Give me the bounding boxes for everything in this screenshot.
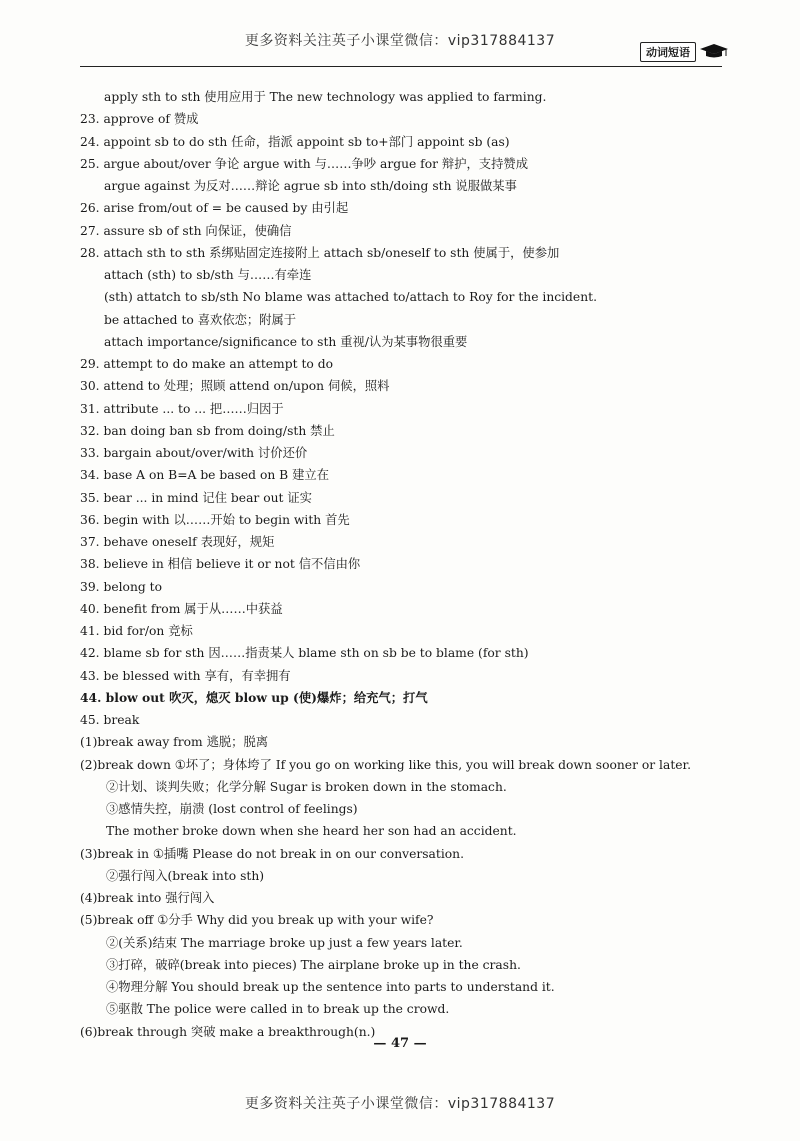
phrase-list <box>80 86 728 1043</box>
watermark-top: 更多资料关注英子小课堂微信：vip317884137 <box>244 33 556 49</box>
phrase-line: 31. attribute ... to ... 把……归因于 <box>80 401 284 416</box>
phrase-line: 28. attach sth to sth 系绑贴固定连接附上 attach sb/oneself to sth 使属于，使参加 <box>80 245 560 260</box>
page-number: — 47 — <box>373 1036 427 1051</box>
watermark-bottom: 更多资料关注英子小课堂微信：vip317884137 <box>244 1096 556 1112</box>
phrase-line: 41. bid for/on 竞标 <box>80 624 193 638</box>
phrase-line: 34. base A on B=A be based on B 建立在 <box>80 468 330 483</box>
phrase-line: 33. bargain about/over/with 讨价还价 <box>80 446 308 460</box>
phrase-line: 24. appoint sb to do sth 任命，指派 appoint sb to+部门 appoint sb (as) <box>80 134 510 149</box>
phrase-line: argue against 为反对……辩论 agrue sb into sth/doing sth 说服做某事 <box>104 179 517 193</box>
phrase-line: 44. blow out 吹灭，熄灭 blow up (使)爆炸；给充气；打气 <box>80 689 428 705</box>
phrase-line: 36. begin with 以……开始 to begin with 首先 <box>80 512 350 527</box>
phrase-line: 25. argue about/over 争论 argue with 与……争吵 argue for 辩护，支持赞成 <box>80 156 528 171</box>
phrase-line: (2)break down ①坏了；身体垮了 If you go on working like this, you will break down sooner or later. <box>80 757 691 772</box>
phrase-line: ⑤驱散 The police were called in to break up the crowd. <box>106 1002 450 1017</box>
phrase-line: 37. behave oneself 表现好，规矩 <box>80 535 275 549</box>
phrase-line: 23. approve of 赞成 <box>80 112 199 127</box>
phrase-line: (sth) attatch to sb/sth No blame was attached to/attach to Roy for the incident. <box>104 290 597 305</box>
phrase-line: 26. arise from/out of = be caused by 由引起 <box>80 201 349 216</box>
phrase-line: ②强行闯入(break into sth) <box>106 868 265 883</box>
phrase-line: apply sth to sth 使用应用于 The new technology was applied to farming. <box>104 90 547 104</box>
phrase-line: (1)break away from 逃脱；脱离 <box>80 735 269 750</box>
phrase-line: ③感情失控，崩溃 (lost control of feelings) <box>106 802 358 816</box>
phrase-line: (5)break off ①分手 Why did you break up with your wife? <box>80 913 434 928</box>
phrase-line: 45. break <box>80 713 140 727</box>
phrase-line: ④物理分解 You should break up the sentence into parts to understand it. <box>106 980 555 994</box>
phrase-line: 43. be blessed with 享有，有幸拥有 <box>80 668 291 683</box>
graduation-cap-icon <box>699 43 729 62</box>
phrase-line: (6)break through 突破 make a breakthrough(n.) <box>80 1024 376 1039</box>
phrase-line: ②(关系)结束 The marriage broke up just a few years later. <box>106 935 463 950</box>
phrase-line: attach importance/significance to sth 重视/认为某事物很重要 <box>104 334 468 349</box>
phrase-line: be attached to 喜欢依恋；附属于 <box>104 312 297 327</box>
phrase-line: 35. bear ... in mind 记住 bear out 证实 <box>80 490 312 505</box>
header-rule <box>80 66 722 67</box>
phrase-line: 29. attempt to do make an attempt to do <box>80 357 333 371</box>
phrase-line: ③打碎，破碎(break into pieces) The airplane broke up in the crash. <box>106 957 521 972</box>
phrase-line: 42. blame sb for sth 因……指责某人 blame sth on sb be to blame (for sth) <box>80 646 529 661</box>
phrase-line: (4)break into 强行闯入 <box>80 891 215 905</box>
phrase-line: 32. ban doing ban sb from doing/sth 禁止 <box>80 423 335 438</box>
phrase-line: (3)break in ①插嘴 Please do not break in on our conversation. <box>80 846 464 861</box>
section-badge <box>640 41 729 63</box>
phrase-line: 30. attend to 处理；照顾 attend on/upon 伺候，照料 <box>80 379 390 394</box>
phrase-line: ②计划、谈判失败；化学分解 Sugar is broken down in the stomach. <box>106 779 507 794</box>
phrase-line: 39. belong to <box>80 579 162 594</box>
phrase-line: 38. believe in 相信 believe it or not 信不信由你 <box>80 557 361 572</box>
phrase-line: The mother broke down when she heard her son had an accident. <box>106 824 517 839</box>
section-badge-label: 动词短语 <box>640 42 696 62</box>
phrase-line: 27. assure sb of sth 向保证，使确信 <box>80 223 292 238</box>
phrase-line: 40. benefit from 属于从……中获益 <box>80 601 283 616</box>
phrase-line: attach (sth) to sb/sth 与……有牵连 <box>104 268 312 282</box>
